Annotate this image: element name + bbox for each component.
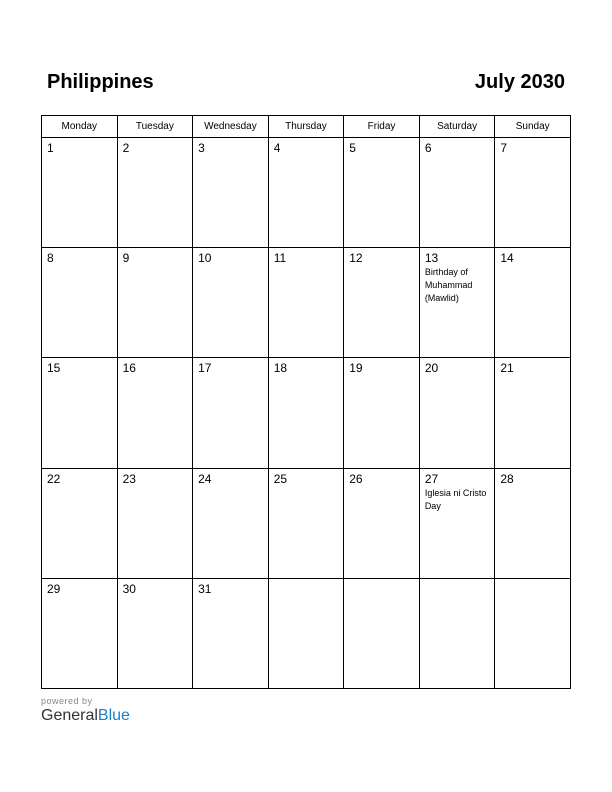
weekday-friday: Friday	[344, 116, 420, 138]
day-cell	[344, 468, 420, 578]
day-cell	[495, 578, 571, 688]
day-cell	[42, 468, 118, 578]
day-number: 9	[122, 251, 130, 266]
day-cell	[344, 358, 420, 468]
month-year-title: July 2030	[474, 71, 565, 93]
day-number: 19	[349, 361, 363, 376]
weekday-saturday: Saturday	[419, 116, 495, 138]
day-number: 6	[424, 141, 432, 155]
holiday-label: Birthday of Muhammad (Mawlid)	[424, 267, 473, 304]
day-cell	[117, 358, 193, 468]
day-cell	[117, 578, 193, 688]
brand-general: General	[41, 707, 98, 724]
day-cell	[117, 248, 193, 358]
day-cell	[419, 358, 495, 468]
day-cell	[193, 358, 269, 468]
day-number: 30	[122, 581, 136, 596]
day-cell	[419, 578, 495, 688]
day-number: 15	[47, 361, 61, 376]
day-cell	[193, 468, 269, 578]
brand-blue: Blue	[97, 707, 130, 724]
day-number: 5	[349, 141, 356, 155]
day-cell	[495, 468, 571, 578]
day-cell	[42, 358, 118, 468]
day-number: 17	[198, 361, 212, 376]
day-cell	[495, 358, 571, 468]
day-number: 14	[500, 251, 514, 266]
day-number: 4	[273, 141, 281, 155]
country-title: Philippines	[47, 71, 154, 93]
day-number: 25	[273, 471, 288, 486]
day-cell	[268, 248, 344, 358]
day-cell	[42, 578, 118, 688]
day-number: 16	[122, 361, 136, 376]
day-number: 8	[47, 251, 54, 266]
day-cell	[193, 138, 269, 248]
day-number: 7	[500, 141, 508, 155]
footer-branding	[41, 696, 130, 725]
day-number: 1	[47, 141, 54, 155]
day-cell	[419, 248, 495, 358]
day-number: 12	[349, 251, 363, 266]
day-number: 28	[500, 471, 514, 486]
week-row	[42, 468, 571, 578]
day-cell	[268, 358, 344, 468]
week-row	[42, 248, 571, 358]
weekday-sunday: Sunday	[495, 116, 571, 138]
day-number: 26	[349, 471, 363, 486]
day-cell	[42, 248, 118, 358]
day-number: 2	[122, 141, 130, 155]
day-number: 31	[198, 581, 212, 596]
day-cell	[419, 468, 495, 578]
day-cell	[193, 578, 269, 688]
day-number: 3	[198, 141, 205, 155]
day-number: 21	[500, 361, 514, 376]
day-cell	[117, 468, 193, 578]
day-number: 29	[47, 581, 61, 596]
day-cell	[344, 578, 420, 688]
powered-by-text: powered by	[41, 696, 93, 706]
weekday-monday: Monday	[42, 116, 118, 138]
week-row	[42, 138, 571, 248]
day-cell	[419, 138, 495, 248]
weekday-tuesday: Tuesday	[117, 116, 193, 138]
generalblue-logo	[41, 707, 130, 725]
day-number: 13	[424, 251, 439, 266]
day-cell	[268, 138, 344, 248]
calendar-grid	[41, 115, 571, 689]
day-number: 27	[424, 471, 439, 486]
day-number: 11	[273, 251, 287, 266]
day-number: 20	[424, 361, 439, 376]
holiday-label: Iglesia ni Cristo Day	[424, 487, 487, 511]
day-number: 23	[122, 471, 136, 486]
day-cell	[344, 138, 420, 248]
weekday-thursday: Thursday	[268, 116, 344, 138]
day-cell	[495, 248, 571, 358]
day-cell	[42, 138, 118, 248]
day-number: 24	[198, 471, 212, 486]
day-cell	[193, 248, 269, 358]
weekday-header-row	[42, 116, 571, 138]
day-cell	[344, 248, 420, 358]
day-number: 18	[273, 361, 288, 376]
day-cell	[268, 578, 344, 688]
day-cell	[117, 138, 193, 248]
week-row	[42, 358, 571, 468]
day-number: 10	[198, 251, 212, 266]
day-cell	[495, 138, 571, 248]
day-number: 22	[47, 471, 61, 486]
week-row	[42, 578, 571, 688]
weekday-wednesday: Wednesday	[193, 116, 269, 138]
day-cell	[268, 468, 344, 578]
